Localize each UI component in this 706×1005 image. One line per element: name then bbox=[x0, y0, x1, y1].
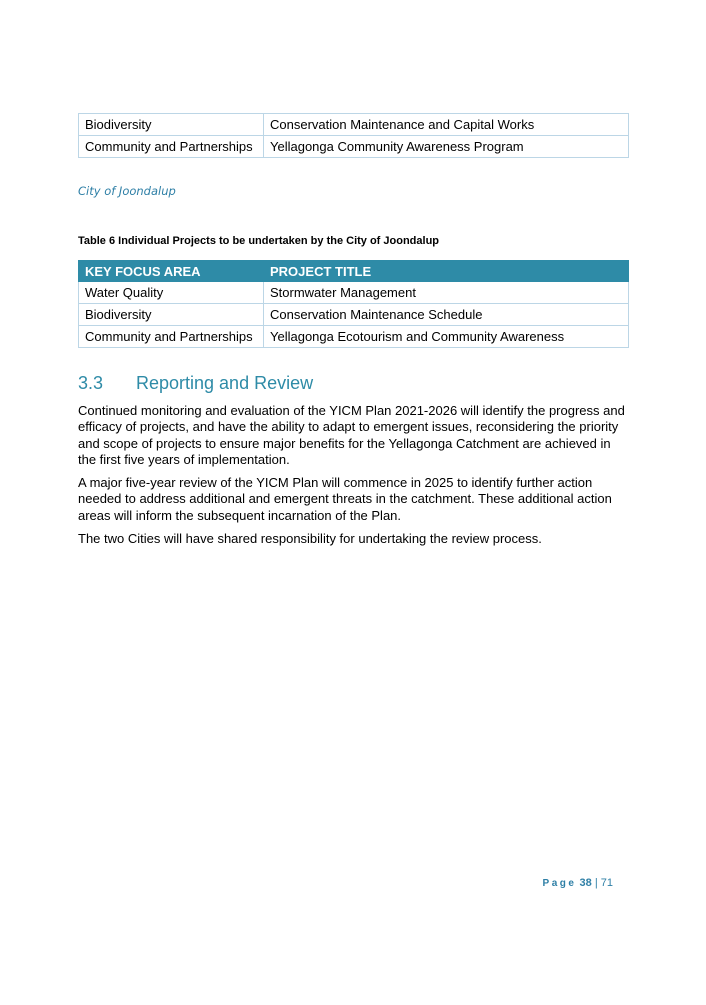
body-paragraph: Continued monitoring and evaluation of the YICM Plan 2021-2026 will identify the progress and efficacy of projects, and have the ability to adapt to emergent issues, reconsidering the priority and scope of projects to ensure major benefits for the Yellagonga Catchment are achieved in the first five years of implementation. bbox=[78, 403, 625, 467]
table-row bbox=[79, 114, 629, 136]
body-paragraph: A major five-year review of the YICM Plan will commence in 2025 to identify further action needed to address additional and emergent threats in the catchment. These additional action areas will inform the subsequent incarnation of the Plan. bbox=[78, 475, 612, 523]
page-footer bbox=[543, 877, 613, 889]
table-cell-focus-area: Biodiversity bbox=[79, 304, 264, 326]
section-number: 3.3 bbox=[78, 373, 104, 393]
table-cell-focus-area: Water Quality bbox=[79, 282, 264, 304]
table-cell-project-title: Yellagonga Community Awareness Program bbox=[264, 136, 629, 158]
table-row bbox=[79, 136, 629, 158]
total-pages: 71 bbox=[600, 877, 613, 889]
table-header-row bbox=[79, 261, 629, 282]
table-6 bbox=[78, 260, 629, 348]
body-paragraph: The two Cities will have shared responsibility for undertaking the review process. bbox=[78, 531, 542, 546]
table-cell-project-title: Conservation Maintenance Schedule bbox=[264, 304, 629, 326]
table-cell-focus-area: Biodiversity bbox=[79, 114, 264, 136]
table-continued bbox=[78, 113, 629, 158]
table-cell-project-title: Stormwater Management bbox=[264, 282, 629, 304]
column-header-project-title: PROJECT TITLE bbox=[264, 261, 629, 282]
section-heading bbox=[78, 373, 313, 394]
page-separator: | bbox=[594, 877, 598, 889]
table-caption: Table 6 Individual Projects to be undertaken by the City of Joondalup bbox=[78, 235, 440, 247]
table-cell-project-title: Yellagonga Ecotourism and Community Awareness bbox=[264, 326, 629, 348]
section-title: Reporting and Review bbox=[136, 373, 314, 393]
page-number: 38 bbox=[579, 877, 592, 889]
table-cell-focus-area: Community and Partnerships bbox=[79, 136, 264, 158]
table-row bbox=[79, 282, 629, 304]
table-cell-focus-area: Community and Partnerships bbox=[79, 326, 264, 348]
column-header-key-focus-area: KEY FOCUS AREA bbox=[79, 261, 264, 282]
table-row bbox=[79, 304, 629, 326]
page-label: Page bbox=[542, 878, 577, 889]
table-cell-project-title: Conservation Maintenance and Capital Works bbox=[264, 114, 629, 136]
table-row bbox=[79, 326, 629, 348]
city-heading: City of Joondalup bbox=[78, 184, 176, 198]
